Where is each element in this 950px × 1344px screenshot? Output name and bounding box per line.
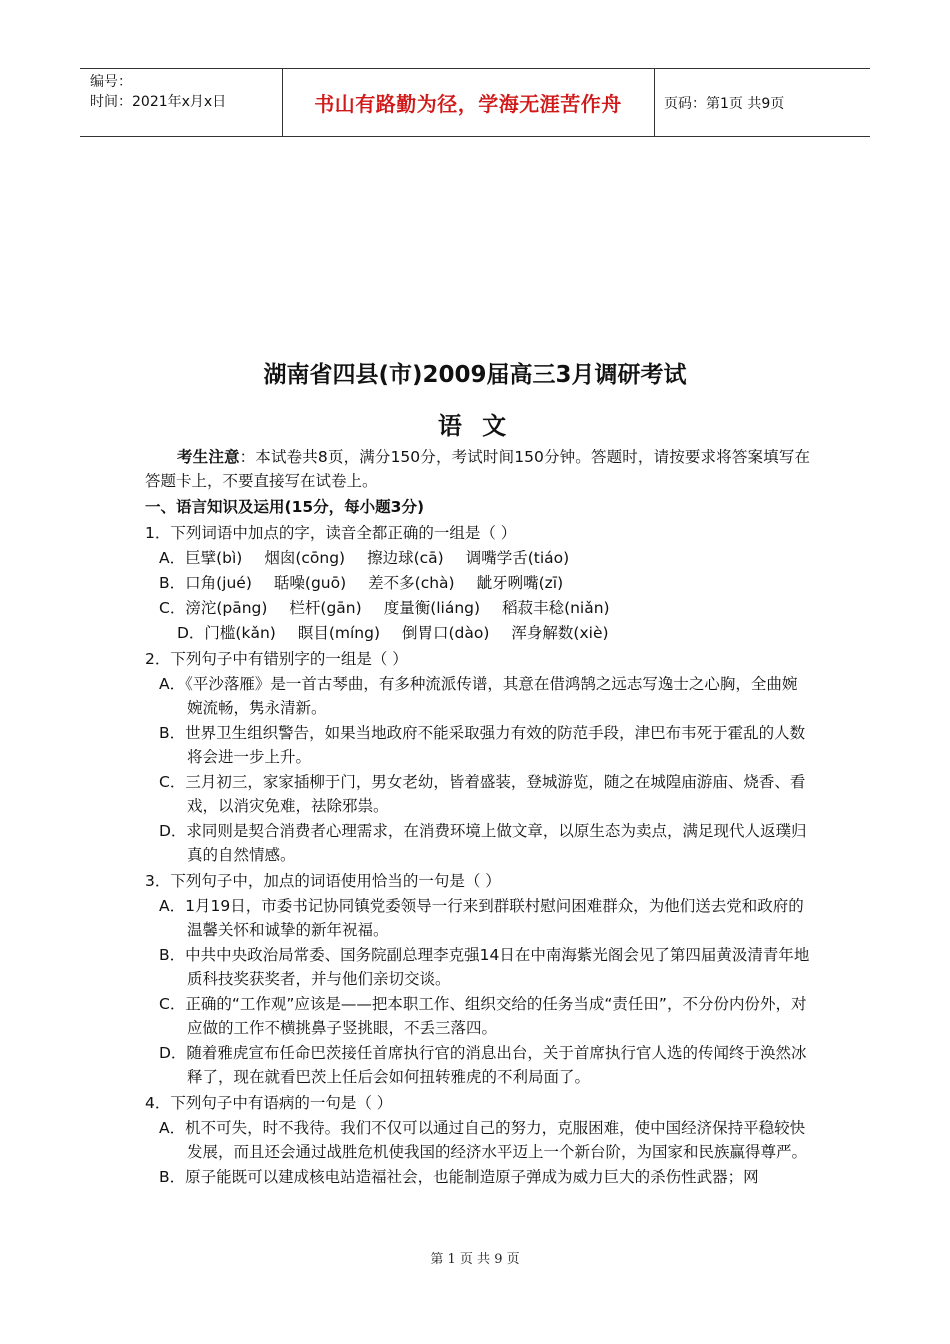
word-choice: 度量衡(liáng) <box>383 599 481 617</box>
question-3-option-a: A．1月19日，市委书记协同镇党委领导一行来到群联村慰问困难群众，为他们送去党和政府的温馨关怀和诚挚的新年祝福。 <box>159 897 804 939</box>
page-footer: 第 1 页 共 9 页 <box>430 1252 520 1267</box>
header-page-info: 页码：第1页 共9页 <box>664 96 785 112</box>
exam-content <box>145 445 810 1189</box>
question-4-stem: 4．下列句子中有语病的一句是（ ） <box>145 1094 393 1112</box>
question-2-option-b: B．世界卫生组织警告，如果当地政府不能采取强力有效的防范手段，津巴布韦死于霍乱的人数将会进一步上升。 <box>159 724 806 766</box>
question-3-option-b: B．中共中央政治局常委、国务院副总理李克强14日在中南海紫光阁会见了第四届黄汲清青年地质科技奖获奖者，并与他们亲切交谈。 <box>159 946 810 988</box>
question-2-option-d: D．求同则是契合消费者心理需求，在消费环境上做文章，以原生态为卖点，满足现代人返璞归真的自然情感。 <box>159 822 807 864</box>
notice-paragraph <box>145 445 810 493</box>
question-2-option-a: A．《平沙落雁》是一首古琴曲，有多种流派传谱，其意在借鸿鹄之远志写逸士之心胸，全曲婉婉流畅，隽永清新。 <box>159 675 798 717</box>
section-heading: 一、语言知识及运用(15分，每小题3分) <box>145 498 425 516</box>
question-3-option-d: D．随着雅虎宣布任命巴茨接任首席执行官的消息出台，关于首席执行官人选的传闻终于涣然冰释了，现在就看巴茨上任后会如何扭转雅虎的不利局面了。 <box>159 1044 807 1086</box>
number-label: 编号： <box>90 74 132 90</box>
question-1-option-d <box>145 621 810 645</box>
question-4-option-b: B．原子能既可以建成核电站造福社会，也能制造原子弹成为威力巨大的杀伤性武器；网 <box>159 1168 759 1186</box>
question-2-stem: 2．下列句子中有错别字的一组是（ ） <box>145 650 408 668</box>
question-1-option-b <box>145 571 810 595</box>
word-choice: 差不多(chà) <box>368 574 455 592</box>
word-choice: D．门槛(kǎn) <box>177 624 276 642</box>
word-choice: 聒噪(guō) <box>273 574 347 592</box>
question-3-stem: 3．下列句子中，加点的词语使用恰当的一句是（ ） <box>145 872 501 890</box>
question-1-option-c <box>145 596 810 620</box>
question-1-stem: 1．下列词语中加点的字，读音全都正确的一组是（ ） <box>145 524 517 542</box>
word-choice: 栏杆(gān) <box>289 599 362 617</box>
word-choice: B．口角(jué) <box>159 574 252 592</box>
question-3-option-c: C．正确的“工作观”应该是——把本职工作、组织交给的任务当成“责任田”，不分份内份外，对应做的工作不横挑鼻子竖挑眼，不丢三落四。 <box>159 995 807 1037</box>
page-header <box>80 68 870 137</box>
word-choice: 擦边球(cā) <box>367 549 444 567</box>
question-1-option-a <box>145 546 810 570</box>
word-choice: 调嘴学舌(tiáo) <box>465 549 570 567</box>
word-choice: C．滂沱(pāng) <box>159 599 268 617</box>
word-choice: 瞑目(míng) <box>297 624 380 642</box>
header-motto: 书山有路勤为径，学海无涯苦作舟 <box>314 92 622 116</box>
exam-title: 湖南省四县(市)2009届高三3月调研考试 <box>263 362 687 388</box>
word-choice: 倒胃口(dào) <box>402 624 490 642</box>
notice-label: 考生注意 <box>177 448 240 466</box>
time-line: 时间：2021年x月x日 <box>90 94 227 110</box>
exam-subject: 语 文 <box>437 412 513 440</box>
word-choice: 烟囱(cōng) <box>264 549 346 567</box>
word-choice: 龇牙咧嘴(zī) <box>476 574 564 592</box>
word-choice: 浑身解数(xiè) <box>511 624 609 642</box>
word-choice: 稻菽丰稔(niǎn) <box>502 599 610 617</box>
header-divider <box>654 69 655 136</box>
question-4-option-a: A．机不可失，时不我待。我们不仅可以通过自己的努力，克服困难，使中国经济保持平稳较快发展，而且还会通过战胜危机使我国的经济水平迈上一个新台阶，为国家和民族赢得尊严。 <box>159 1119 808 1161</box>
header-meta <box>90 72 226 112</box>
notice-text: ：本试卷共8页，满分150分，考试时间150分钟。答题时，请按要求将答案填写在答题卡上，不要直接写在试卷上。 <box>145 448 810 490</box>
question-2-option-c: C．三月初三，家家插柳于门，男女老幼，皆着盛装，登城游览，随之在城隍庙游庙、烧香、看戏，以消灾免难，祛除邪祟。 <box>159 773 806 815</box>
word-choice: A．巨擘(bì) <box>159 549 243 567</box>
